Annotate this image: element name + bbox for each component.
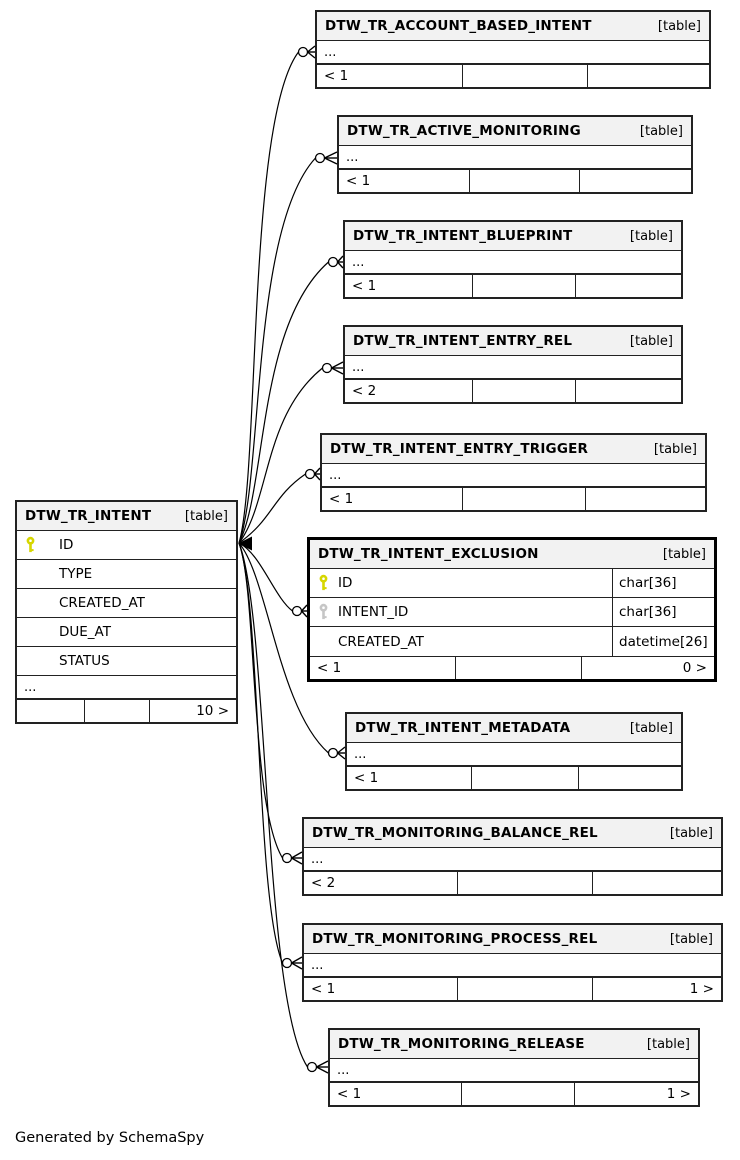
elided-columns-row: ... — [345, 251, 681, 274]
column-row-id — [310, 569, 714, 598]
caption: Generated by SchemaSpy — [15, 1130, 205, 1146]
column-name: CREATED_AT — [338, 633, 424, 650]
relationship-account-based-intent — [239, 46, 315, 543]
footer-divider — [575, 275, 576, 297]
table-body — [345, 356, 681, 379]
table-tag: [table] — [184, 508, 228, 524]
table-header — [317, 12, 709, 41]
footer-left-count: < 1 — [317, 660, 342, 676]
column-name-cell — [17, 560, 236, 588]
zero-or-many-circle — [308, 1063, 317, 1072]
column-name-cell — [310, 569, 612, 597]
footer-divider — [574, 1083, 575, 1105]
crowfoot-prong — [317, 1067, 329, 1073]
table-header — [345, 222, 681, 251]
table-body — [339, 146, 691, 169]
footer-left-count: < 1 — [311, 981, 336, 997]
column-name-cell — [310, 627, 612, 656]
table-tag: [table] — [669, 825, 713, 841]
relationship-monitoring-balance-rel — [239, 543, 302, 864]
footer-divider — [579, 170, 580, 192]
column-type: char[36] — [612, 569, 714, 597]
elided-columns-row: ... — [304, 954, 721, 977]
crowfoot-prong — [292, 963, 303, 969]
table-name[interactable]: DTW_TR_MONITORING_RELEASE — [338, 1036, 585, 1052]
column-row-created_at — [310, 627, 714, 656]
column-row-intent_id — [310, 598, 714, 627]
zero-or-many-circle — [293, 607, 302, 616]
crowfoot-prong — [338, 753, 346, 759]
footer-divider — [592, 978, 593, 1000]
column-name-cell — [17, 647, 236, 675]
zero-or-many-circle — [316, 154, 325, 163]
elided-columns-row: ... — [322, 464, 705, 487]
table-header — [330, 1030, 698, 1059]
footer-divider — [462, 65, 463, 87]
table-tag: [table] — [646, 1036, 690, 1052]
table-body — [347, 743, 681, 766]
column-row-status — [17, 647, 236, 676]
table-name[interactable]: DTW_TR_INTENT_BLUEPRINT — [353, 228, 573, 244]
footer-divider — [578, 767, 579, 789]
footer-left-count: < 1 — [354, 770, 379, 786]
table-node-monitoring-release — [328, 1028, 700, 1107]
relationship-intent-exclusion — [239, 543, 307, 617]
column-name: CREATED_AT — [59, 595, 145, 611]
footer-left-count: < 2 — [311, 875, 336, 891]
footer-left-count: < 1 — [329, 491, 354, 507]
table-header — [310, 540, 714, 569]
zero-or-many-circle — [283, 959, 292, 968]
crowfoot-prong — [325, 152, 338, 158]
elided-columns-row: ... — [330, 1059, 698, 1082]
table-name[interactable]: DTW_TR_MONITORING_BALANCE_REL — [312, 825, 598, 841]
table-name[interactable]: DTW_TR_INTENT_ENTRY_REL — [353, 333, 573, 349]
elided-columns-row: ... — [17, 676, 236, 699]
zero-or-many-circle — [283, 854, 292, 863]
table-footer — [317, 64, 709, 87]
elided-columns-row: ... — [345, 356, 681, 379]
table-node-intent-entry-rel — [343, 325, 683, 404]
footer-divider — [84, 700, 85, 722]
footer-left-count: < 2 — [352, 383, 377, 399]
elided-columns-row: ... — [317, 41, 709, 64]
table-body — [304, 954, 721, 977]
crowfoot-prong — [292, 858, 303, 864]
footer-left-count: < 1 — [346, 173, 371, 189]
footer-divider — [471, 767, 472, 789]
footer-divider — [592, 872, 593, 894]
table-header — [339, 117, 691, 146]
table-header — [345, 327, 681, 356]
primary-key-icon — [25, 537, 36, 554]
column-name-cell — [17, 618, 236, 646]
table-name[interactable]: DTW_TR_INTENT_EXCLUSION — [318, 546, 539, 562]
footer-divider — [457, 872, 458, 894]
column-row-due_at — [17, 618, 236, 647]
footer-left-count: < 1 — [352, 278, 377, 294]
footer-right-count: 10 > — [196, 703, 229, 719]
crowfoot-prong — [308, 46, 316, 52]
table-node-monitoring-balance-rel — [302, 817, 723, 896]
column-name-cell — [17, 531, 236, 559]
footer-divider — [472, 380, 473, 402]
crowfoot-prong — [338, 747, 346, 753]
crowfoot-prong — [317, 1061, 329, 1067]
crowfoot-prong — [325, 158, 338, 164]
crowfoot-prong — [292, 957, 303, 963]
relationship-intent-entry-trigger — [239, 468, 320, 543]
table-name[interactable]: DTW_TR_ACTIVE_MONITORING — [347, 123, 581, 139]
footer-divider — [587, 65, 588, 87]
crowfoot-prong — [292, 852, 303, 858]
relationship-monitoring-process-rel — [239, 543, 302, 969]
table-node-intent — [15, 500, 238, 724]
footer-divider — [457, 978, 458, 1000]
table-body — [317, 41, 709, 64]
footer-left-count: < 1 — [324, 68, 349, 84]
table-node-intent-metadata — [345, 712, 683, 791]
table-body — [17, 531, 236, 699]
table-header — [304, 925, 721, 954]
zero-or-many-circle — [323, 364, 332, 373]
column-name-cell — [17, 589, 236, 617]
table-node-intent-entry-trigger — [320, 433, 707, 512]
table-footer — [339, 169, 691, 192]
table-body — [330, 1059, 698, 1082]
table-footer — [310, 656, 714, 679]
column-name: DUE_AT — [59, 624, 111, 640]
table-node-monitoring-process-rel — [302, 923, 723, 1002]
column-name: STATUS — [59, 653, 110, 669]
table-node-intent-blueprint — [343, 220, 683, 299]
table-tag: [table] — [629, 720, 673, 736]
zero-or-many-circle — [329, 258, 338, 267]
zero-or-many-circle — [299, 48, 308, 57]
footer-right-count: 1 > — [689, 981, 714, 997]
foreign-key-icon — [318, 604, 329, 621]
table-footer — [304, 871, 721, 894]
table-name[interactable]: DTW_TR_INTENT_ENTRY_TRIGGER — [330, 441, 589, 457]
elided-columns-row: ... — [347, 743, 681, 766]
column-row-type — [17, 560, 236, 589]
table-header — [347, 714, 681, 743]
zero-or-many-circle — [306, 470, 315, 479]
key-icon-slot — [318, 604, 329, 621]
column-name: TYPE — [59, 566, 93, 582]
table-tag: [table] — [662, 546, 706, 562]
key-icon-slot — [25, 537, 36, 554]
column-type: datetime[26] — [612, 627, 714, 656]
column-name: ID — [338, 575, 353, 591]
table-node-active-monitoring — [337, 115, 693, 194]
footer-divider — [462, 488, 463, 510]
key-icon-slot — [318, 575, 329, 592]
table-header — [17, 502, 236, 531]
table-name[interactable]: DTW_TR_ACCOUNT_BASED_INTENT — [325, 18, 592, 34]
table-footer — [330, 1082, 698, 1105]
table-footer — [347, 766, 681, 789]
footer-divider — [455, 657, 456, 679]
footer-right-count: 0 > — [682, 660, 707, 676]
table-tag: [table] — [657, 18, 701, 34]
table-header — [304, 819, 721, 848]
table-tag: [table] — [639, 123, 683, 139]
footer-divider — [469, 170, 470, 192]
crowfoot-prong — [308, 52, 316, 58]
table-tag: [table] — [653, 441, 697, 457]
crowfoot-prong — [332, 362, 344, 368]
table-footer — [322, 487, 705, 510]
table-body — [345, 251, 681, 274]
footer-right-count: 1 > — [666, 1086, 691, 1102]
table-body — [322, 464, 705, 487]
zero-or-many-circle — [329, 749, 338, 758]
footer-divider — [149, 700, 150, 722]
table-body — [304, 848, 721, 871]
crowfoot-prong — [332, 368, 344, 374]
elided-columns-row: ... — [339, 146, 691, 169]
parent-crowfoot — [238, 537, 252, 551]
footer-divider — [581, 657, 582, 679]
footer-divider — [575, 380, 576, 402]
footer-divider — [472, 275, 473, 297]
table-footer — [345, 379, 681, 402]
footer-divider — [461, 1083, 462, 1105]
column-type: char[36] — [612, 598, 714, 626]
elided-columns-row: ... — [304, 848, 721, 871]
footer-divider — [585, 488, 586, 510]
column-name: INTENT_ID — [338, 604, 409, 620]
column-row-created_at — [17, 589, 236, 618]
table-name[interactable]: DTW_TR_MONITORING_PROCESS_REL — [312, 931, 598, 947]
footer-left-count: < 1 — [337, 1086, 362, 1102]
table-body — [310, 569, 714, 656]
table-footer — [17, 699, 236, 722]
table-tag: [table] — [629, 333, 673, 349]
column-name: ID — [59, 537, 74, 553]
table-tag: [table] — [629, 228, 673, 244]
table-footer — [345, 274, 681, 297]
table-tag: [table] — [669, 931, 713, 947]
table-node-account-based-intent — [315, 10, 711, 89]
table-header — [322, 435, 705, 464]
table-name[interactable]: DTW_TR_INTENT_METADATA — [355, 720, 571, 736]
table-node-intent-exclusion — [307, 537, 717, 682]
table-name[interactable]: DTW_TR_INTENT — [25, 508, 152, 524]
primary-key-icon — [318, 575, 329, 592]
column-name-cell — [310, 598, 612, 626]
column-row-id — [17, 531, 236, 560]
table-footer — [304, 977, 721, 1000]
